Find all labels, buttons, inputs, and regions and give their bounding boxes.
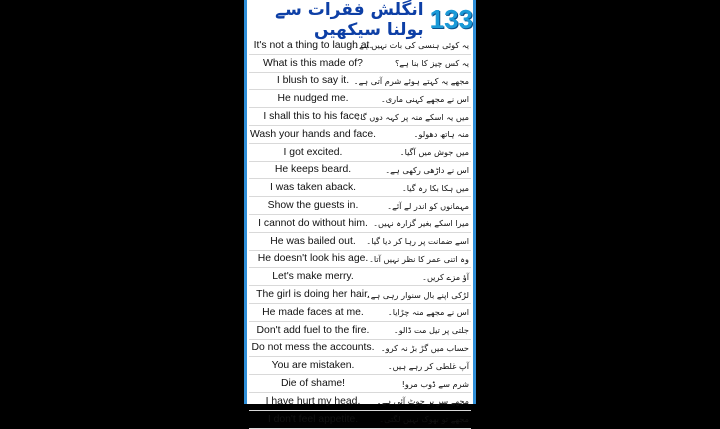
english-phrase: I was taken aback. [269,182,357,194]
phrase-row [249,357,471,375]
sheet-title [247,0,473,40]
english-phrase: He doesn't look his age. [257,253,369,265]
urdu-translation: اس نے داڑھی رکھی ہے۔ [385,164,469,175]
english-phrase: Die of shame! [280,378,346,390]
english-phrase: I have hurt my head. [265,395,361,407]
urdu-translation: اس نے مجھے منہ چڑایا۔ [387,307,469,318]
english-phrase: I blush to say it. [276,75,350,87]
phrase-row [249,126,471,144]
phrase-list [249,37,471,429]
english-phrase: The girl is doing her hair. [256,289,370,301]
urdu-translation: جلتی پر تیل مت ڈالو۔ [393,325,469,336]
english-phrase: I shall this to his face. [263,111,363,123]
urdu-translation: میں ہکا بکا رہ گیا۔ [401,182,469,193]
urdu-translation: میرا اسکے بغیر گزارہ نہیں۔ [373,218,469,229]
english-phrase: He made faces at me. [262,306,364,318]
english-phrase: I got excited. [283,146,343,158]
phrase-row [249,393,471,411]
english-phrase: He nudged me. [277,93,349,105]
phrase-row [249,268,471,286]
english-phrase: You are mistaken. [271,360,355,372]
phrase-row [249,411,471,429]
english-phrase: He keeps beard. [274,164,352,176]
english-phrase: Let's make merry. [272,271,354,283]
phrase-row [249,73,471,91]
title-urdu-text: انگلش فقرات سے بولنا سیکھیں [275,0,424,40]
urdu-translation: یہ کس چیز کا بنا ہے؟ [394,58,469,69]
phrase-row [249,233,471,251]
urdu-translation: لڑکی اپنے بال سنوار رہی ہے۔ [365,289,469,300]
phrase-row [249,304,471,322]
phrase-row [249,322,471,340]
phrase-row [249,375,471,393]
urdu-translation: اسے ضمانت پر رہا کر دیا گیا۔ [366,236,469,247]
urdu-translation: آؤ مزے کریں۔ [422,271,469,282]
urdu-translation: مجھے تو بھوک نہیں لگتی۔ [379,414,469,425]
english-phrase: I don't feel appetite. [267,413,359,425]
phrase-row [249,144,471,162]
phrase-row [249,179,471,197]
urdu-translation: مہمانوں کو اندر لے آئے۔ [387,200,469,211]
english-phrase: Wash your hands and face. [249,128,377,140]
english-phrase: Don't add fuel to the fire. [256,324,370,336]
urdu-translation: منہ ہاتھ دھولو۔ [413,129,469,140]
phrase-row [249,108,471,126]
english-phrase: He was bailed out. [270,235,356,247]
phrase-row [249,37,471,55]
english-phrase: What is this made of? [263,57,363,69]
phrase-row [249,162,471,180]
phrase-row [249,215,471,233]
urdu-translation: حساب میں گڑ بڑ نہ کرو۔ [380,342,469,353]
urdu-translation: اس نے مجھے کہنی ماری۔ [380,93,469,104]
phrase-row [249,90,471,108]
phrase-row [249,251,471,269]
title-number: 133 [429,4,473,34]
phrase-row [249,286,471,304]
urdu-translation: یہ کوئی ہنسی کی بات نہیں ہے۔ [354,40,469,51]
english-phrase: Do not mess the accounts. [251,342,375,354]
english-phrase: Show the guests in. [267,200,359,212]
english-phrase: I cannot do without him. [258,217,368,229]
urdu-translation: شرم سے ڈوب مرو! [401,378,469,389]
english-phrase: It's not a thing to laugh at. [253,39,373,51]
urdu-translation: میں یہ اسکے منہ پر کہہ دوں گا۔ [355,111,469,122]
phrase-row [249,197,471,215]
urdu-translation: مجھے یہ کہتے ہوئے شرم آتی ہے۔ [353,75,469,86]
phrase-row [249,55,471,73]
urdu-translation: وہ اتنی عمر کا نظر نہیں آتا۔ [369,253,469,264]
urdu-translation: آپ غلطی کر رہے ہیں۔ [387,360,469,371]
phrase-row [249,340,471,358]
urdu-translation: مجھے سر پر چوٹ آئی ہے۔ [376,396,469,407]
urdu-translation: میں جوش میں آگیا۔ [399,147,469,158]
